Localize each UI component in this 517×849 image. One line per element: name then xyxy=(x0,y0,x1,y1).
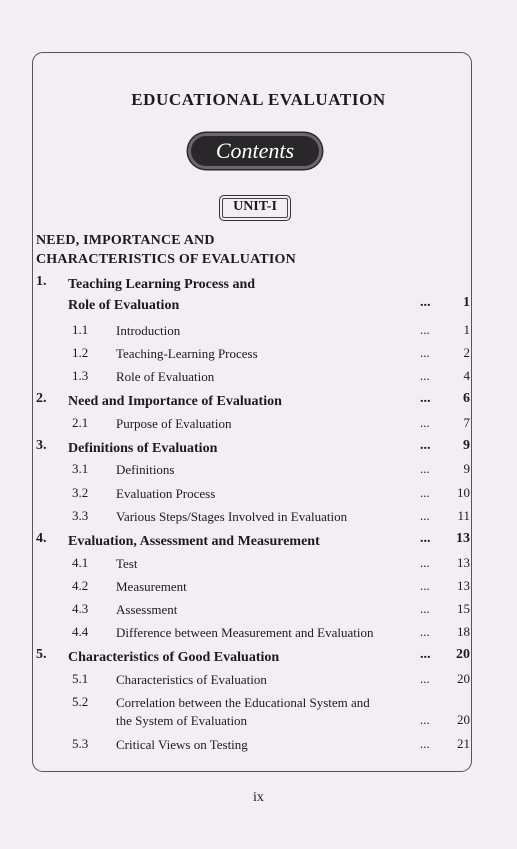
toc-page-number: 21 xyxy=(457,736,470,751)
toc-number: 1.3 xyxy=(72,368,89,383)
toc-chapter-row xyxy=(36,647,472,668)
toc-page-number: 1 xyxy=(463,322,470,337)
toc-leader-dots: ... xyxy=(420,391,431,406)
toc-title-line: Teaching-Learning Process xyxy=(116,346,258,361)
toc-leader-dots: ... xyxy=(420,736,430,751)
toc-number: 4.3 xyxy=(72,601,89,616)
toc-page-number: 20 xyxy=(457,712,470,727)
toc-title xyxy=(116,368,420,386)
toc-number: 3.2 xyxy=(72,485,89,500)
toc-page-number: 13 xyxy=(456,531,470,546)
toc-title-line: Assessment xyxy=(116,602,178,617)
toc-section-row xyxy=(36,508,472,526)
toc-chapter-row xyxy=(36,391,472,412)
toc-number: 4. xyxy=(36,531,47,546)
toc-title-line: Definitions xyxy=(116,462,175,477)
toc-leader-dots: ... xyxy=(420,485,430,500)
toc-section-row xyxy=(36,415,472,433)
toc-section-row xyxy=(36,671,472,689)
toc-leader-dots: ... xyxy=(420,508,430,523)
unit-heading xyxy=(36,231,436,269)
toc-leader-dots: ... xyxy=(420,531,431,546)
toc-number: 3.1 xyxy=(72,461,89,476)
toc-number: 5.2 xyxy=(72,694,89,709)
toc-title xyxy=(116,736,420,754)
toc-page-number: 10 xyxy=(457,485,470,500)
toc-page-number: 7 xyxy=(463,415,470,430)
toc-number: 5. xyxy=(36,647,47,662)
toc-title xyxy=(116,578,420,596)
toc-title xyxy=(116,601,420,619)
toc-title-line: Characteristics of Evaluation xyxy=(116,672,267,687)
page-number: ix xyxy=(253,790,264,805)
toc-leader-dots: ... xyxy=(420,555,430,570)
toc-number: 3.3 xyxy=(72,508,89,523)
contents-badge xyxy=(188,133,322,169)
toc-section-row xyxy=(36,461,472,479)
toc-leader-dots: ... xyxy=(420,624,430,639)
toc-title xyxy=(68,647,420,668)
contents-label: Contents xyxy=(215,138,295,163)
toc-title-line: Purpose of Evaluation xyxy=(116,416,232,431)
toc-leader-dots: ... xyxy=(420,295,431,310)
toc-title-line: the System of Evaluation xyxy=(116,713,248,728)
toc-chapter-row xyxy=(36,274,472,316)
toc-number: 4.1 xyxy=(72,555,89,570)
toc-title-line: Critical Views on Testing xyxy=(116,737,248,752)
toc-title xyxy=(116,555,420,573)
toc-leader-dots: ... xyxy=(420,578,430,593)
toc-title-line: Role of Evaluation xyxy=(68,298,180,313)
toc-page-number: 4 xyxy=(463,368,470,383)
toc-section-row xyxy=(36,736,472,754)
toc-page-number: 13 xyxy=(457,578,470,593)
toc-number: 2.1 xyxy=(72,415,89,430)
toc-leader-dots: ... xyxy=(420,322,430,337)
toc-title xyxy=(116,345,420,363)
toc-title-line: Evaluation, Assessment and Measurement xyxy=(68,534,320,549)
toc-chapter-row xyxy=(36,531,472,552)
toc-title-line: Definitions of Evaluation xyxy=(68,441,218,456)
toc-section-row xyxy=(36,322,472,340)
toc-number: 4.4 xyxy=(72,624,89,639)
toc-page-number: 18 xyxy=(457,624,470,639)
toc-section-row xyxy=(36,555,472,573)
unit-badge: UNIT-I xyxy=(219,195,291,221)
toc-leader-dots: ... xyxy=(420,345,430,360)
toc-number: 2. xyxy=(36,391,47,406)
toc-title-line: Introduction xyxy=(116,323,181,338)
toc-page-number: 20 xyxy=(456,647,470,662)
toc-section-row xyxy=(36,624,472,642)
toc-leader-dots: ... xyxy=(420,647,431,662)
toc-title xyxy=(116,694,420,730)
toc-title-line: Teaching Learning Process and xyxy=(68,277,256,292)
toc-chapter-row xyxy=(36,438,472,459)
toc-title xyxy=(116,624,420,642)
toc-title xyxy=(116,415,420,433)
unit-heading-line: NEED, IMPORTANCE AND xyxy=(36,233,215,248)
toc-leader-dots: ... xyxy=(420,461,430,476)
toc-page-number: 9 xyxy=(463,461,470,476)
unit-heading-line: CHARACTERISTICS OF EVALUATION xyxy=(36,252,296,267)
toc-title-line: Difference between Measurement and Evaluation xyxy=(116,625,374,640)
toc-title-line: Need and Importance of Evaluation xyxy=(68,394,282,409)
toc-number: 5.3 xyxy=(72,736,89,751)
toc-page-number: 1 xyxy=(463,295,470,310)
toc-page-number: 11 xyxy=(457,508,470,523)
toc-page-number: 15 xyxy=(457,601,470,616)
toc-title-line: Correlation between the Educational System and xyxy=(116,695,370,710)
toc-title xyxy=(68,531,420,552)
toc-leader-dots: ... xyxy=(420,438,431,453)
toc-title xyxy=(116,461,420,479)
toc-title xyxy=(116,508,420,526)
toc-title-line: Various Steps/Stages Involved in Evaluation xyxy=(116,509,348,524)
toc-section-row xyxy=(36,578,472,596)
toc-title xyxy=(116,322,420,340)
toc-leader-dots: ... xyxy=(420,712,430,727)
toc-title-line: Test xyxy=(116,556,138,571)
toc-section-row xyxy=(36,601,472,619)
toc-title xyxy=(68,274,420,316)
toc-section-row xyxy=(36,345,472,363)
toc-title xyxy=(116,485,420,503)
toc-page-number: 6 xyxy=(463,391,470,406)
toc-leader-dots: ... xyxy=(420,368,430,383)
toc-title-line: Evaluation Process xyxy=(116,486,216,501)
toc-title-line: Characteristics of Good Evaluation xyxy=(68,650,280,665)
toc-number: 3. xyxy=(36,438,47,453)
toc-number: 1.1 xyxy=(72,322,89,337)
toc-page-number: 9 xyxy=(463,438,470,453)
toc-page-number: 13 xyxy=(457,555,470,570)
toc-section-row xyxy=(36,485,472,503)
toc-leader-dots: ... xyxy=(420,671,430,686)
toc-leader-dots: ... xyxy=(420,601,430,616)
toc-title-line: Role of Evaluation xyxy=(116,369,215,384)
toc-number: 5.1 xyxy=(72,671,89,686)
toc-title-line: Measurement xyxy=(116,579,187,594)
toc-number: 1. xyxy=(36,274,47,289)
toc-page-number: 2 xyxy=(463,345,470,360)
toc-title xyxy=(68,438,420,459)
toc-number: 4.2 xyxy=(72,578,89,593)
toc-number: 1.2 xyxy=(72,345,89,360)
toc-section-row xyxy=(36,368,472,386)
toc-page-number: 20 xyxy=(457,671,470,686)
toc-title xyxy=(116,671,420,689)
toc-section-row xyxy=(36,694,472,730)
toc-leader-dots: ... xyxy=(420,415,430,430)
book-title: EDUCATIONAL EVALUATION xyxy=(131,90,386,109)
toc-title xyxy=(68,391,420,412)
